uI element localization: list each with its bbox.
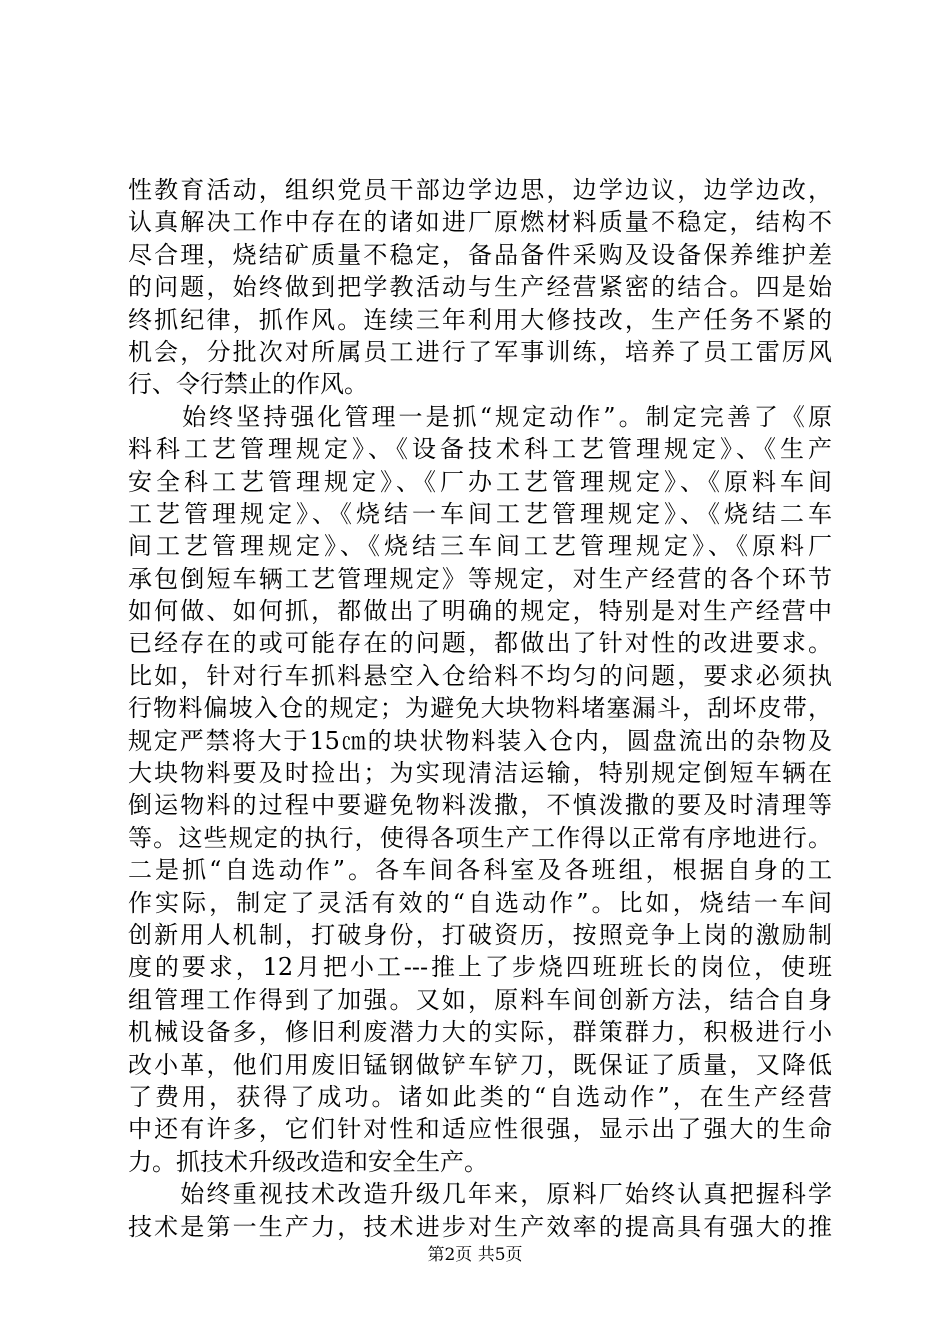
text-line: 大块物料要及时捡出；为实现清洁运输，特别规定倒短车辆在 xyxy=(128,759,832,788)
text-line: 组管理工作得到了加强。又如，原料车间创新方法，结合自身 xyxy=(128,985,832,1014)
text-line: 始终坚持强化管理一是抓“规定动作”。制定完善了《原 xyxy=(128,402,832,431)
text-line: 比如，针对行车抓料悬空入仓给料不均匀的问题，要求必须执 xyxy=(128,661,832,690)
text-line: 等。这些规定的执行，使得各项生产工作得以正常有序地进行。 xyxy=(128,823,832,852)
page-footer: 第2页 共5页 xyxy=(427,1245,523,1265)
text-line: 始终重视技术改造升级几年来，原料厂始终认真把握科学 xyxy=(128,1180,832,1209)
text-line: 间工艺管理规定》、《烧结三车间工艺管理规定》、《原料厂 xyxy=(128,532,832,561)
text-line: 料科工艺管理规定》、《设备技术科工艺管理规定》、《生产 xyxy=(128,435,832,464)
text-line: 了费用，获得了成功。诸如此类的“自选动作”，在生产经营 xyxy=(128,1082,832,1111)
text-line: 机会，分批次对所属员工进行了军事训练，培养了员工雷厉风 xyxy=(128,337,832,366)
text-line: 终抓纪律，抓作风。连续三年利用大修技改，生产任务不紧的 xyxy=(128,305,832,334)
text-line: 技术是第一生产力，技术进步对生产效率的提高具有强大的推 xyxy=(128,1212,832,1241)
text-line: 工艺管理规定》、《烧结一车间工艺管理规定》、《烧结二车 xyxy=(128,499,832,528)
text-line: 力。抓技术升级改造和安全生产。 xyxy=(128,1147,488,1176)
body-text xyxy=(128,174,832,1243)
text-line: 已经存在的或可能存在的问题，都做出了针对性的改进要求。 xyxy=(128,629,832,658)
text-line: 性教育活动，组织党员干部边学边思，边学边议，边学边改， xyxy=(128,176,832,204)
text-line: 作实际，制定了灵活有效的“自选动作”。比如，烧结一车间 xyxy=(128,888,832,917)
text-line: 创新用人机制，打破身份，打破资历，按照竞争上岗的激励制 xyxy=(128,920,832,949)
text-line: 改小革，他们用废旧锰钢做铲车铲刀，既保证了质量，又降低 xyxy=(128,1050,832,1079)
text-line: 承包倒短车辆工艺管理规定》等规定，对生产经营的各个环节 xyxy=(128,564,832,593)
text-line: 的问题，始终做到把学教活动与生产经营紧密的结合。四是始 xyxy=(128,273,832,302)
text-line: 认真解决工作中存在的诸如进厂原燃材料质量不稳定，结构不 xyxy=(128,208,832,237)
text-line: 中还有许多，它们针对性和适应性很强，显示出了强大的生命 xyxy=(128,1115,832,1144)
text-line: 安全科工艺管理规定》、《厂办工艺管理规定》、《原料车间 xyxy=(128,467,832,496)
text-line: 度的要求，12月把小工---推上了步烧四班班长的岗位，使班 xyxy=(128,953,832,982)
text-line: 行、令行禁止的作风。 xyxy=(128,370,368,399)
text-line: 规定严禁将大于15㎝的块状物料装入仓内，圆盘流出的杂物及 xyxy=(128,726,832,755)
text-line: 倒运物料的过程中要避免物料泼撒，不慎泼撒的要及时清理等 xyxy=(128,791,832,820)
text-line: 机械设备多，修旧利废潜力大的实际，群策群力，积极进行小 xyxy=(128,1018,832,1047)
text-line: 二是抓“自选动作”。各车间各科室及各班组，根据自身的工 xyxy=(128,856,832,885)
text-line: 尽合理，烧结矿质量不稳定，备品备件采购及设备保养维护差 xyxy=(128,240,832,269)
text-line: 如何做、如何抓，都做出了明确的规定，特别是对生产经营中 xyxy=(128,597,832,626)
text-line: 行物料偏坡入仓的规定；为避免大块物料堵塞漏斗，刮坏皮带， xyxy=(128,694,832,723)
